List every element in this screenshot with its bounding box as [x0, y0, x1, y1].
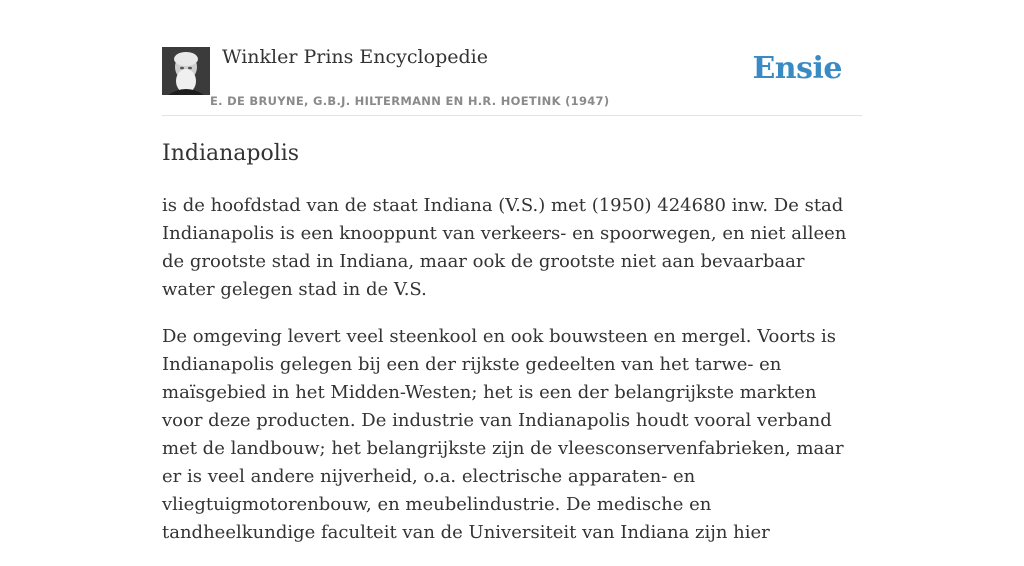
page-container: [162, 0, 862, 543]
author-avatar[interactable]: [162, 47, 210, 95]
authors-line: E. DE BRUYNE, G.B.J. HILTERMANN EN H.R. HOETINK (1947): [210, 94, 610, 108]
article-title: Indianapolis: [162, 141, 300, 166]
book-title[interactable]: Winkler Prins Encyclopedie: [222, 46, 488, 68]
article-body: [162, 192, 862, 566]
brand-logo[interactable]: Ensie: [752, 51, 842, 86]
article-paragraph: De omgeving levert veel steenkool en ook bouwsteen en mergel. Voorts is Indianapolis gelegen bij een der rijkste gedeelten van het tarwe- en maïsgebied in het Midden-Westen; het is een der belangrijkste markten voor deze producten. De industrie van Indianapolis houdt vooral verband met de landbouw; het belangrijkste zijn de vleesconservenfabrieken, maar er is veel andere nijverheid, o.a. electrische apparaten- en vliegtuigmotorenbouw, en meubelindustrie. De medische en tandheelkundige faculteit van de Universiteit van Indiana zijn hier: [162, 326, 844, 543]
author-portrait-icon: [162, 47, 210, 95]
article-paragraph: is de hoofdstad van de staat Indiana (V.S.) met (1950) 424680 inw. De stad Indianapolis is een knooppunt van verkeers- en spoorwegen, en niet alleen de grootste stad in Indiana, maar ook de grootste niet aan bevaarbaar water gelegen stad in de V.S.: [162, 195, 847, 300]
header: [162, 0, 862, 116]
